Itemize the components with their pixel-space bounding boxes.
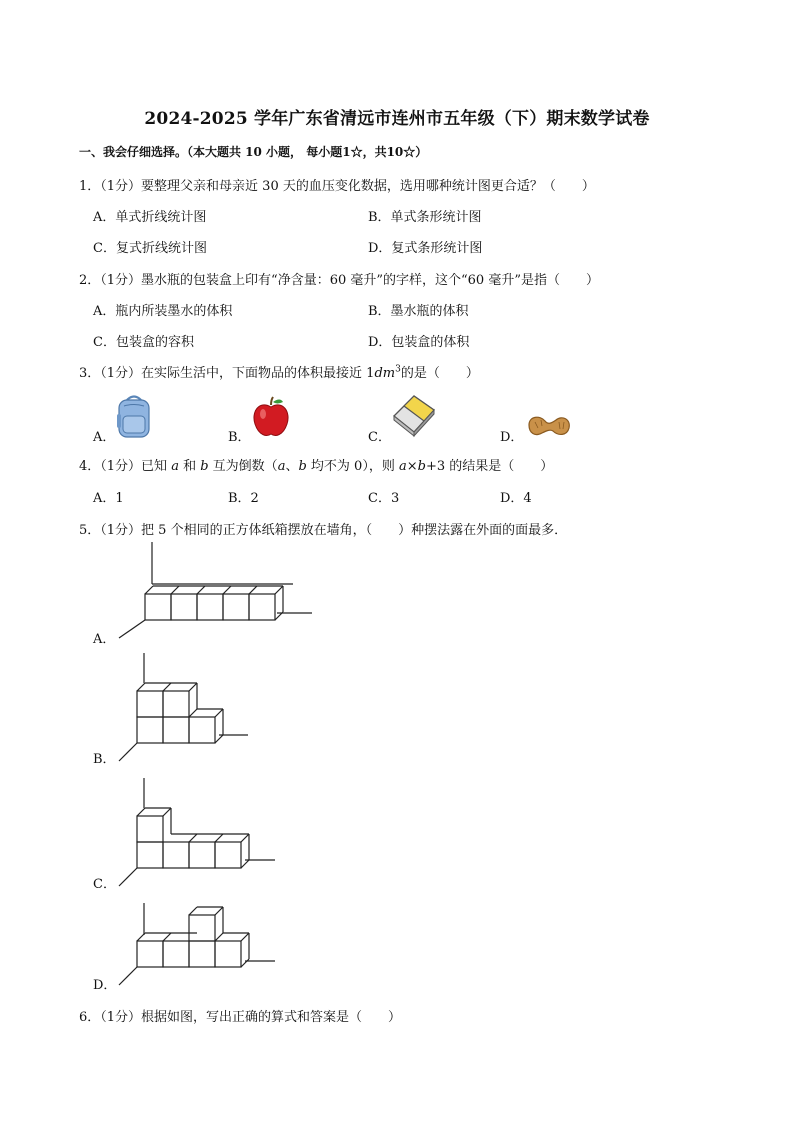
question-4-stem-text: 均不为 0），则 (306, 459, 399, 474)
variable-b: b (417, 459, 426, 474)
question-3-option-d[interactable]: D． (500, 430, 524, 445)
volume-unit: dm (374, 366, 396, 381)
variable-a: a (277, 459, 286, 474)
question-5-option-d[interactable]: D． (93, 978, 117, 993)
question-3-option-c[interactable]: C． (368, 430, 391, 445)
question-3-stem-end: 的是（ ） (400, 366, 479, 381)
question-5-option-c[interactable]: C． (93, 877, 116, 892)
question-4-option-b[interactable]: B．2 (228, 491, 259, 506)
variable-b: b (200, 459, 209, 474)
page-title: 2024-2025 学年广东省清远市连州市五年级（下）期末数学试卷 (144, 109, 650, 129)
peanut-icon (526, 413, 572, 443)
question-1-option-a[interactable]: A．单式折线统计图 (93, 210, 207, 225)
question-4-stem-text: 、 (285, 459, 299, 474)
question-1-stem: 1．（1分）要整理父亲和母亲近 30 天的血压变化数据，选用哪种统计图更合适？（ ） (79, 179, 595, 194)
question-4-stem-end: +3 的结果是（ ） (425, 459, 554, 474)
cube-arrangement-b (115, 653, 255, 767)
times-sign: × (406, 459, 418, 474)
question-5-stem: 5．（1分）把 5 个相同的正方体纸箱摆放在墙角，（ ）种摆法露在外面的面最多． (79, 523, 568, 538)
cube-arrangement-d (115, 903, 280, 992)
section-heading: 一、我会仔细选择。（本大题共 10 小题， 每小题1☆，共10☆） (79, 145, 428, 159)
question-4-stem-start: 4．（1分）已知 (79, 459, 172, 474)
question-3-option-b[interactable]: B． (228, 430, 251, 445)
eraser-icon (390, 392, 438, 442)
question-4-stem (79, 455, 553, 474)
question-1-option-b[interactable]: B．单式条形统计图 (368, 210, 482, 225)
question-2-stem: 2．（1分）墨水瓶的包装盒上印有“净含量：60 毫升”的字样，这个“60 毫升”是指（ ） (79, 273, 599, 288)
question-4-stem-text: 和 (178, 459, 201, 474)
question-3-stem (79, 362, 479, 381)
question-6-stem: 6．（1分）根据如图，写出正确的算式和答案是（ ） (79, 1010, 402, 1025)
question-2-option-b[interactable]: B．墨水瓶的体积 (368, 304, 469, 319)
backpack-icon (115, 394, 153, 443)
apple-icon (251, 396, 291, 442)
question-2-option-a[interactable]: A．瓶内所装墨水的体积 (93, 304, 233, 319)
question-4-option-d[interactable]: D．4 (500, 491, 532, 506)
question-3-stem-text: 3．（1分）在实际生活中，下面物品的体积最接近 1 (79, 366, 375, 381)
question-4-stem-text: 互为倒数（ (208, 459, 278, 474)
question-1-option-d[interactable]: D．复式条形统计图 (368, 241, 483, 256)
unit-exponent: 3 (395, 364, 401, 375)
variable-b: b (298, 459, 307, 474)
question-4-option-a[interactable]: A．1 (93, 491, 124, 506)
variable-a: a (398, 459, 407, 474)
question-1-option-c[interactable]: C．复式折线统计图 (93, 241, 207, 256)
question-3-option-a[interactable]: A． (93, 430, 116, 445)
cube-arrangement-c (115, 778, 280, 892)
variable-a: a (171, 459, 179, 474)
cube-arrangement-a (115, 542, 315, 646)
question-5-option-b[interactable]: B． (93, 752, 116, 767)
question-4-option-c[interactable]: C．3 (368, 491, 400, 506)
question-2-option-c[interactable]: C．包装盒的容积 (93, 335, 194, 350)
question-5-option-a[interactable]: A． (93, 632, 116, 647)
question-2-option-d[interactable]: D．包装盒的体积 (368, 335, 470, 350)
